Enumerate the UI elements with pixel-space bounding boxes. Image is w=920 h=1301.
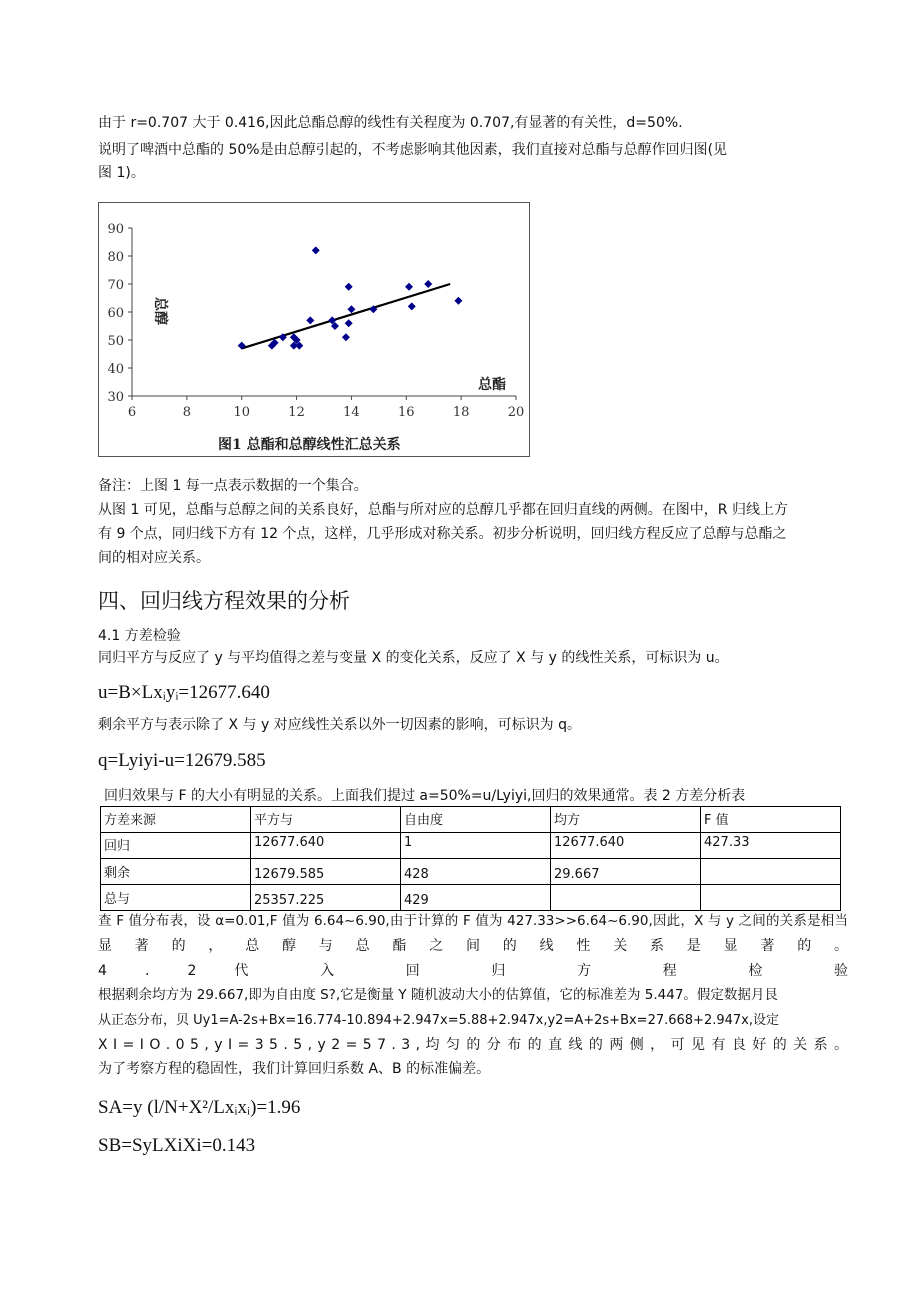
paragraph-analysis-line2: 有 9 个点，同归线下方有 12 个点，这样，几乎形成对称关系。初步分析说明，回归线方程反应了总醇与总酯之 bbox=[98, 526, 787, 542]
paragraph-correlation: 由于 r=0.707 大于 0.416,因此总酯总醇的线性有关程度为 0.707,有显著的有关性，d=50%. bbox=[98, 115, 683, 131]
scatter-chart bbox=[98, 202, 530, 457]
x-axis-label: 总酯 bbox=[478, 377, 506, 393]
table-cell: 回归 bbox=[101, 833, 251, 859]
chart-title: 图1 总酯和总醇线性汇总关系 bbox=[218, 437, 401, 453]
figure-note: 备注：上图 1 每一点表示数据的一个集合。 bbox=[98, 478, 368, 494]
table-header-cell: 均方 bbox=[551, 807, 701, 833]
paragraph-regression-sum: 同归平方与反应了 y 与平均值得之差与变量 X 的变化关系，反应了 X 与 y 的线性关系，可标识为 u。 bbox=[98, 650, 729, 666]
paragraph-analysis-line3: 间的相对应关系。 bbox=[98, 550, 210, 566]
table-cell: 剩余 bbox=[101, 859, 251, 885]
subsection-4-2: 4 . 2 代 入 回 归 方 程 检 验 bbox=[98, 963, 848, 979]
paragraph-regression-check-line3: X I = I O . 0 5 , y I = 3 5 . 5 , y 2 = 5 7 . 3 , 均 匀 的 分 布 的 直 线 的 两 侧 ， 可 见 有 良 好 的 关 系 。 bbox=[98, 1037, 848, 1053]
table-cell: 12677.640 bbox=[551, 833, 701, 859]
paragraph-residual-sum: 剩余平方与表示除了 X 与 y 对应线性关系以外一切因素的影响，可标识为 q。 bbox=[98, 717, 582, 733]
x-tick-label: 8 bbox=[182, 405, 191, 420]
y-tick-label: 70 bbox=[107, 278, 124, 293]
section-heading-4: 四、回归线方程效果的分析 bbox=[98, 589, 350, 613]
x-tick-label: 20 bbox=[507, 405, 525, 420]
y-tick-label: 90 bbox=[107, 222, 124, 237]
formula-sb: SB=SyLXiXi=0.143 bbox=[98, 1135, 256, 1156]
table-cell bbox=[701, 859, 841, 885]
y-tick-label: 80 bbox=[107, 250, 124, 265]
table-cell: 12679.585 bbox=[251, 859, 401, 885]
table-header-cell: 方差来源 bbox=[101, 807, 251, 833]
x-tick-label: 14 bbox=[343, 405, 360, 420]
paragraph-table-intro: 回归效果与 F 的大小有明显的关系。上面我们提过 a=50%=u/Lyiyi,回归的效果通常。表 2 方差分析表 bbox=[104, 788, 746, 804]
y-tick-label: 60 bbox=[107, 306, 124, 321]
subsection-4-1: 4.1 方差检验 bbox=[98, 628, 181, 644]
formula-u: u=B×Lxᵢyᵢ=12677.640 bbox=[98, 682, 270, 703]
table-header-cell: 自由度 bbox=[401, 807, 551, 833]
paragraph-regression-check-line1: 根据剩余均方为 29.667,即为自由度 S?,它是衡量 Y 随机波动大小的估算值，它的标准差为 5.447。假定数据月艮 bbox=[98, 987, 778, 1003]
y-tick-label: 40 bbox=[107, 362, 124, 377]
table-row bbox=[101, 833, 841, 859]
table-cell bbox=[551, 885, 701, 911]
table-row bbox=[101, 859, 841, 885]
paragraph-f-test-line2: 显 著 的 ， 总 醇 与 总 酯 之 间 的 线 性 关 系 是 显 著 的 。 bbox=[98, 938, 848, 954]
table-cell: 12677.640 bbox=[251, 833, 401, 859]
paragraph-explain-line1: 说明了啤酒中总酯的 50%是由总醇引起的，不考虑影响其他因素，我们直接对总酯与总醇作回归图(见 bbox=[98, 142, 728, 158]
table-row bbox=[101, 885, 841, 911]
paragraph-regression-check-line2: 从正态分布，贝 Uy1=A-2s+Bx=16.774-10.894+2.947x=5.88+2.947x,y2=A+2s+Bx=27.668+2.947x,设定 bbox=[98, 1013, 779, 1028]
table-cell: 429 bbox=[401, 885, 551, 911]
y-axis-label: 总醇 bbox=[152, 297, 168, 325]
x-tick-label: 12 bbox=[288, 405, 305, 420]
table-cell: 427.33 bbox=[701, 833, 841, 859]
paragraph-analysis-line1: 从图 1 可见，总酯与总醇之间的关系良好，总酯与所对应的总醇几乎都在回归直线的两侧。在图中，R 归线上方 bbox=[98, 502, 788, 518]
x-tick-label: 10 bbox=[233, 405, 250, 420]
table-header-row bbox=[101, 807, 841, 833]
table-cell: 25357.225 bbox=[251, 885, 401, 911]
table-cell: 1 bbox=[401, 833, 551, 859]
variance-table bbox=[100, 806, 841, 911]
paragraph-f-test-line1: 查 F 值分布表，设 α=0.01,F 值为 6.64~6.90,由于计算的 F 值为 427.33>>6.64~6.90,因此，X 与 y 之间的关系是相当 bbox=[98, 913, 848, 929]
table-cell: 428 bbox=[401, 859, 551, 885]
paragraph-explain-line2: 图 1)。 bbox=[98, 165, 145, 181]
x-tick-label: 18 bbox=[452, 405, 470, 420]
formula-q: q=Lyiyi-u=12679.585 bbox=[98, 750, 266, 771]
y-tick-label: 50 bbox=[107, 334, 124, 349]
table-header-cell: F 值 bbox=[701, 807, 841, 833]
table-cell: 29.667 bbox=[551, 859, 701, 885]
y-tick-label: 30 bbox=[107, 390, 124, 405]
table-header-cell: 平方与 bbox=[251, 807, 401, 833]
table-cell: 总与 bbox=[101, 885, 251, 911]
paragraph-regression-check-line4: 为了考察方程的稳固性，我们计算回归系数 A、B 的标准偏差。 bbox=[98, 1061, 491, 1077]
x-tick-label: 16 bbox=[398, 405, 415, 420]
formula-sa: SA=y (l/N+X²/Lxᵢxᵢ)=1.96 bbox=[98, 1097, 301, 1118]
table-cell bbox=[701, 885, 841, 911]
x-tick-label: 6 bbox=[127, 405, 137, 420]
